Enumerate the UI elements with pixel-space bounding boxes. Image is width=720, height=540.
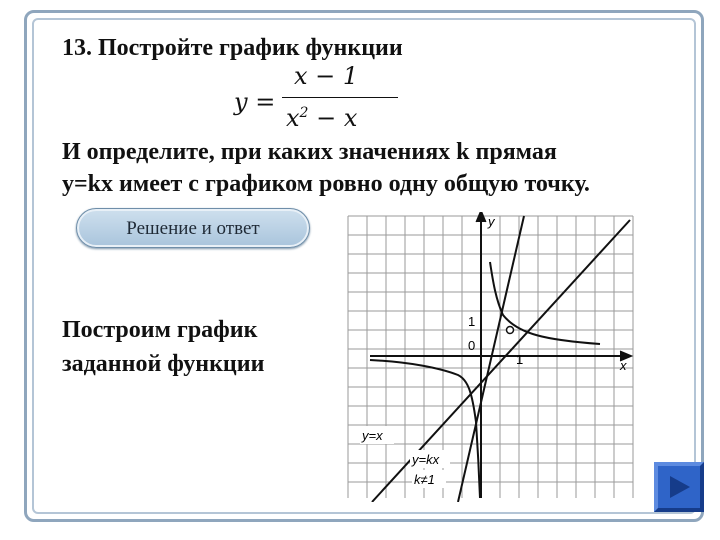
axes [370,212,632,498]
function-graph [340,212,640,502]
answer-line-1: Построим график [62,317,258,343]
line-label-ykx: y=kx [412,452,440,467]
line-label-yx: y=x [362,428,383,443]
line-y-equals-kx [458,216,524,502]
tick-x-label: 1 [516,352,524,367]
cond-label: k≠1 [414,472,435,487]
question-line-1: И определите, при каких значениях k прямая [62,139,557,165]
solution-answer-button[interactable]: Решение и ответ [76,208,310,248]
origin-label: 0 [468,338,476,353]
formula-numerator: x − 1 [294,62,359,90]
axis-y-label: y [488,214,495,229]
fraction-bar [282,97,398,98]
tick-y-label: 1 [468,314,476,329]
next-slide-button[interactable] [654,462,704,512]
answer-line-2: заданной функции [62,351,265,377]
formula-denominator: $x^2 - x$ [286,104,358,132]
play-triangle-icon [670,476,690,498]
question-line-2: y=kx имеет с графиком ровно одну общую точку. [62,171,590,197]
punctured-point [507,327,514,334]
y-axis-arrow [476,212,486,222]
axis-x-label: x [620,358,627,373]
task-title: 13. Постройте график функции [62,35,403,61]
formula-lhs: y = [234,88,276,116]
